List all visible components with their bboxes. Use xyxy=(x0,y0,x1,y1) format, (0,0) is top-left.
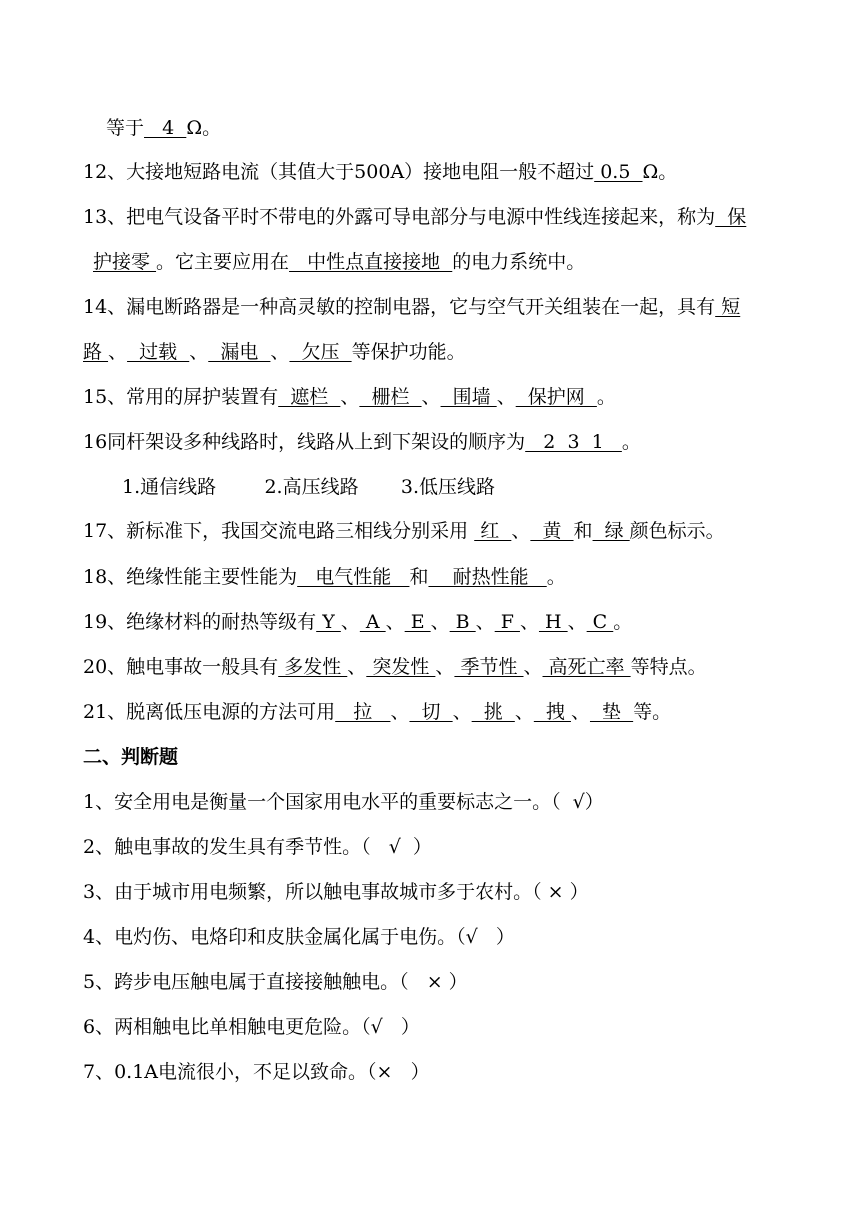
answer-blank: 2 3 1 xyxy=(525,431,622,453)
text-line xyxy=(83,296,740,318)
answer-blank: 过载 xyxy=(127,341,190,363)
answer-blank: 短 xyxy=(715,296,741,318)
answer-blank: 中性点直接接地 xyxy=(289,251,453,273)
answer-blank: 切 xyxy=(409,701,453,723)
answer-blank: B xyxy=(449,611,476,633)
answer-blank: 绿 xyxy=(592,520,630,542)
text-line xyxy=(83,386,616,408)
text-segment: 6、两相触电比单相触电更危险。（√ ） xyxy=(83,1016,420,1038)
answer-blank: H xyxy=(538,611,568,633)
text-segment: 12、大接地短路电流（其值大于500A）接地电阻一般不超过 xyxy=(83,161,595,183)
text-segment: 16同杆架设多种线路时，线路从上到下架设的顺序为 xyxy=(83,431,526,453)
text-segment: 的电力系统中。 xyxy=(452,251,586,273)
text-segment: 20、触电事故一般具有 xyxy=(83,656,279,678)
answer-blank: 漏电 xyxy=(208,341,271,363)
text-segment: 4、电灼伤、电烙印和皮肤金属化属于电伤。（√ ） xyxy=(83,926,515,948)
text-line xyxy=(83,836,432,858)
text-segment: 、 xyxy=(496,386,516,408)
answer-blank: 路 xyxy=(83,341,109,363)
text-line xyxy=(83,656,707,678)
text-segment: 19、绝缘材料的耐热等级有 xyxy=(83,611,317,633)
text-segment: 、 xyxy=(511,520,531,542)
answer-blank: 围墙 xyxy=(440,386,497,408)
text-line xyxy=(83,881,589,903)
text-segment: 。它主要应用在 xyxy=(156,251,290,273)
answer-blank: Y xyxy=(316,611,341,633)
answer-blank: 欠压 xyxy=(289,341,352,363)
text-line xyxy=(83,611,632,633)
text-line xyxy=(83,701,671,723)
text-segment: 13、把电气设备平时不带电的外露可导电部分与电源中性线连接起来，称为 xyxy=(83,206,716,228)
text-segment: 、 xyxy=(435,656,455,678)
answer-blank: 红 xyxy=(474,520,512,542)
text-segment: 、 xyxy=(523,656,543,678)
text-segment: 、 xyxy=(567,611,587,633)
text-line xyxy=(83,206,746,228)
text-segment: 、 xyxy=(570,701,590,723)
text-line xyxy=(83,431,641,453)
text-line xyxy=(83,1061,430,1083)
text-segment: 21、脱离低压电源的方法可用 xyxy=(83,701,336,723)
answer-blank: 突发性 xyxy=(366,656,436,678)
text-line xyxy=(93,251,585,273)
text-segment: 、 xyxy=(519,611,539,633)
text-segment: 和 xyxy=(409,566,429,588)
text-segment: 、 xyxy=(270,341,290,363)
text-line xyxy=(83,520,725,542)
text-line xyxy=(83,566,566,588)
text-segment: 5、跨步电压触电属于直接接触触电。（ × ） xyxy=(83,971,468,993)
answer-blank: 拽 xyxy=(533,701,571,723)
text-segment: 14、漏电断路器是一种高灵敏的控制电器，它与空气开关组装在一起，具有 xyxy=(83,296,716,318)
text-segment: 17、新标准下，我国交流电路三相线分别采用 xyxy=(83,520,475,542)
text-line xyxy=(83,971,468,993)
answer-blank: 季节性 xyxy=(454,656,524,678)
answer-blank: 耐热性能 xyxy=(428,566,547,588)
text-line xyxy=(83,341,466,363)
text-segment: 等。 xyxy=(633,701,672,723)
text-segment: 颜色标示。 xyxy=(629,520,725,542)
text-segment: 、 xyxy=(452,701,472,723)
text-segment: 、 xyxy=(475,611,495,633)
text-segment: 3、由于城市用电频繁，所以触电事故城市多于农村。（ × ） xyxy=(83,881,589,903)
answer-blank: 高死亡率 xyxy=(542,656,631,678)
answer-blank: 多发性 xyxy=(278,656,348,678)
text-segment: Ω。 xyxy=(186,117,222,139)
text-segment: 7、0.1A电流很小，不足以致命。（× ） xyxy=(83,1061,430,1083)
answer-blank: 垫 xyxy=(589,701,634,723)
answer-blank: 4 xyxy=(144,117,187,139)
answer-blank: E xyxy=(404,611,431,633)
answer-blank: 保护网 xyxy=(515,386,597,408)
text-segment: 1、安全用电是衡量一个国家用电水平的重要标志之一。（ √） xyxy=(83,791,604,813)
answer-blank: 0.5 xyxy=(594,161,643,183)
text-line xyxy=(106,117,221,139)
answer-blank: 黄 xyxy=(530,520,574,542)
text-segment: 、 xyxy=(108,341,128,363)
answer-blank: F xyxy=(494,611,520,633)
answer-blank: 拉 xyxy=(335,701,391,723)
text-segment: 、 xyxy=(385,611,405,633)
text-segment: 15、常用的屏护装置有 xyxy=(83,386,279,408)
text-segment: 、 xyxy=(340,611,360,633)
text-segment: 、 xyxy=(514,701,534,723)
text-line xyxy=(83,926,515,948)
text-segment: 2、触电事故的发生具有季节性。（ √ ） xyxy=(83,836,432,858)
answer-blank: 栅栏 xyxy=(359,386,422,408)
text-segment: 1.通信线路 2.高压线路 3.低压线路 xyxy=(122,476,495,498)
section-heading: 二、判断题 xyxy=(83,746,179,768)
text-segment: 、 xyxy=(430,611,450,633)
text-segment: 。 xyxy=(596,386,616,408)
text-segment: 、 xyxy=(390,701,410,723)
text-line xyxy=(83,161,677,183)
text-segment: 、 xyxy=(189,341,209,363)
answer-blank: 遮栏 xyxy=(278,386,341,408)
text-segment: 。 xyxy=(613,611,633,633)
text-line xyxy=(83,1016,420,1038)
answer-blank: 电气性能 xyxy=(297,566,410,588)
text-segment: 、 xyxy=(347,656,367,678)
text-segment: 。 xyxy=(546,566,566,588)
text-line xyxy=(122,476,495,498)
text-segment: Ω。 xyxy=(642,161,678,183)
answer-blank: C xyxy=(586,611,614,633)
text-segment: 。 xyxy=(621,431,641,453)
text-segment: 和 xyxy=(573,520,593,542)
text-segment: 等特点。 xyxy=(630,656,707,678)
answer-blank: 挑 xyxy=(471,701,515,723)
text-segment: 18、绝缘性能主要性能为 xyxy=(83,566,298,588)
answer-blank: 护接零 xyxy=(93,251,157,273)
text-segment: 等保护功能。 xyxy=(351,341,466,363)
text-segment: 、 xyxy=(421,386,441,408)
answer-blank: 保 xyxy=(715,206,747,228)
text-line xyxy=(83,746,178,768)
text-segment: 等于 xyxy=(106,117,145,139)
answer-blank: A xyxy=(359,611,386,633)
text-segment: 、 xyxy=(340,386,360,408)
text-line xyxy=(83,791,604,813)
